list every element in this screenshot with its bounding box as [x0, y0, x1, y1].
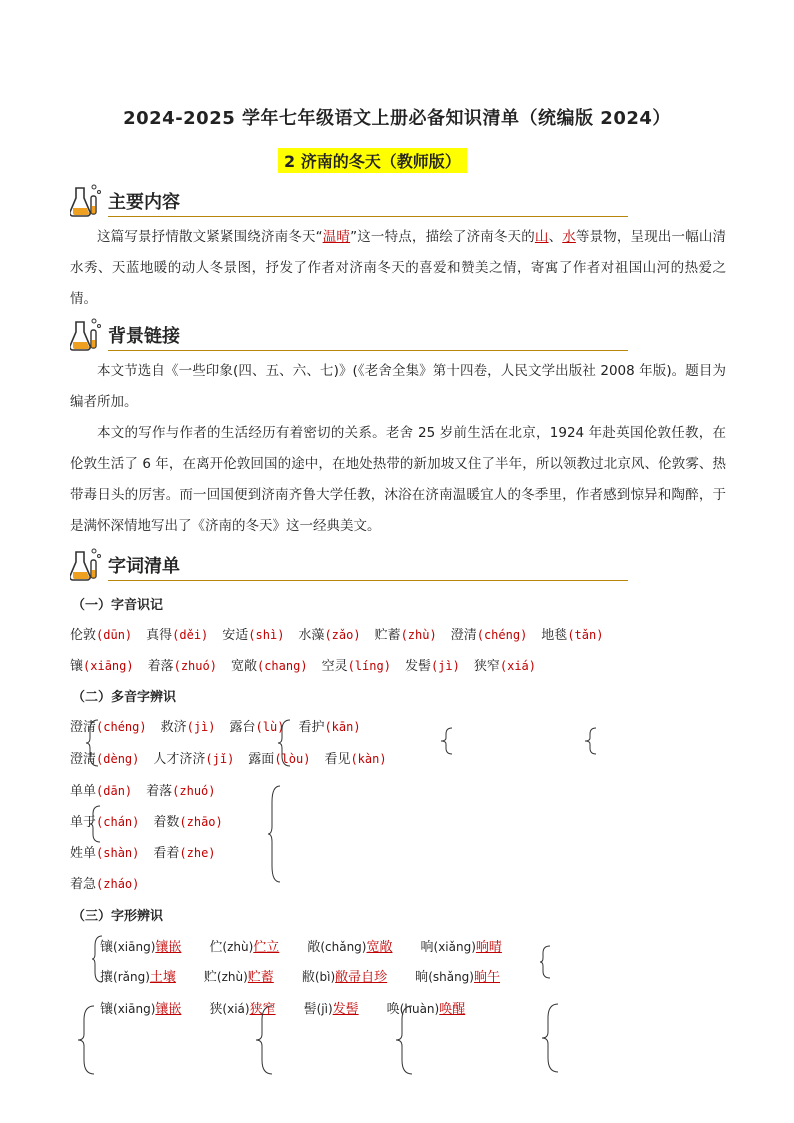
- word-entry: [70, 720, 147, 735]
- pinyin: (rǎng): [113, 970, 150, 984]
- word-text: 镶: [70, 659, 84, 674]
- pinyin: (kān): [324, 720, 361, 734]
- pinyin: (shì): [248, 628, 285, 642]
- word-text: 着急: [70, 877, 97, 892]
- word-text: 地毯: [541, 628, 568, 643]
- word-entry: [70, 815, 139, 830]
- word-entry: [298, 720, 360, 735]
- flask-icon: [70, 316, 104, 352]
- brace-decoration: [538, 944, 552, 980]
- pinyin: (chéng): [476, 628, 528, 642]
- pinyin: (lòu): [274, 752, 311, 766]
- pinyin: (zhāo): [179, 815, 223, 829]
- section-title-words: 字词清单: [108, 556, 180, 577]
- pinyin: (jì): [316, 1002, 333, 1016]
- glyph-char: 敝: [301, 970, 315, 985]
- section-header-words: [70, 546, 630, 582]
- word-entry: [146, 628, 208, 643]
- pinyin: (zhuó): [173, 659, 217, 673]
- pinyin: (dūn): [96, 628, 133, 642]
- word-entry: [474, 659, 536, 674]
- pinyin: (xiāng): [113, 1002, 156, 1016]
- subsection-polyphone: （二）多音字辨识: [72, 690, 177, 705]
- highlight-wenqing: 温晴: [322, 229, 351, 245]
- word-entry: [153, 846, 215, 861]
- word-text: 宽敞: [230, 659, 257, 674]
- pinyin: (zháo): [96, 877, 140, 891]
- brace-decoration: [582, 726, 598, 756]
- background-paragraph-1: 本文节选自《一些印象(四、五、六、七)》(《老舍全集》第十四卷，人民文学出版社 2008 年版)。题目为编者所加。: [70, 363, 726, 410]
- word-entry: [222, 628, 284, 643]
- poly-row: [70, 780, 230, 799]
- brace-decoration: [540, 1002, 560, 1074]
- word-entry: [541, 628, 603, 643]
- word-entry: [70, 659, 134, 674]
- pron-row: [70, 655, 550, 674]
- pinyin: (huàn): [399, 1002, 440, 1016]
- pinyin: (chang): [256, 659, 308, 673]
- glyph-char: 镶: [100, 1002, 114, 1017]
- word-text: 贮蓄: [374, 628, 401, 643]
- document-title: 2024-2025 学年七年级语文上册必备知识清单（统编版 2024）: [123, 108, 671, 129]
- brace-decoration: [76, 1004, 96, 1076]
- lesson-subtitle: 2 济南的冬天（教师版）: [278, 148, 467, 173]
- brace-decoration: [394, 1004, 414, 1076]
- brace-decoration: [84, 718, 100, 768]
- pinyin: (xiá): [499, 659, 536, 673]
- word-text: 水藻: [298, 628, 325, 643]
- glyph-char: 攘: [100, 970, 114, 985]
- glyph-char: 伫: [209, 940, 223, 955]
- word-entry: [405, 659, 460, 674]
- section-header-main: [70, 182, 630, 218]
- word-text: 伦敦: [70, 628, 97, 643]
- pinyin: (chǎng): [320, 940, 367, 954]
- poly-row: [70, 873, 153, 892]
- pinyin: (xiǎng): [433, 940, 476, 954]
- glyph-word: 发髻: [332, 1002, 359, 1017]
- section-divider: [108, 350, 628, 351]
- glyph-word: 宽敞: [366, 940, 393, 955]
- word-text: 着落: [147, 659, 174, 674]
- word-entry: [70, 784, 132, 799]
- glyph-word: 镶嵌: [155, 1002, 182, 1017]
- word-text: 着数: [153, 815, 180, 830]
- word-text: 着落: [146, 784, 173, 799]
- pinyin: (xiāng): [83, 659, 134, 673]
- word-entry: [161, 720, 216, 735]
- glyph-char: 唤: [386, 1002, 400, 1017]
- pinyin: (zhù): [400, 628, 437, 642]
- glyph-word: 响晴: [475, 940, 502, 955]
- pinyin: (dèng): [96, 752, 140, 766]
- brace-decoration: [276, 718, 292, 768]
- pron-row: [70, 624, 617, 643]
- word-text: 澄清: [450, 628, 477, 643]
- pinyin: (zhe): [179, 846, 216, 860]
- pinyin: (jì): [186, 720, 216, 734]
- word-text: 露面: [248, 752, 275, 767]
- poly-row: [70, 748, 401, 767]
- glyph-entry: [307, 940, 392, 955]
- glyph-char: 镶: [100, 940, 114, 955]
- glyph-entry: [204, 970, 274, 985]
- shape-row: [100, 998, 493, 1017]
- brace-decoration: [88, 804, 102, 844]
- word-text: 救济: [160, 720, 187, 735]
- word-text: 发髻: [404, 659, 431, 674]
- pinyin: (kàn): [350, 752, 387, 766]
- word-text: 姓单: [70, 846, 97, 861]
- highlight-shan: 山: [534, 229, 549, 245]
- brace-decoration: [266, 784, 282, 884]
- glyph-entry: [100, 970, 176, 985]
- shape-row: [100, 936, 530, 955]
- section-divider: [108, 580, 628, 581]
- glyph-word: 土壤: [149, 970, 176, 985]
- pinyin: (chéng): [96, 720, 147, 734]
- glyph-char: 贮: [203, 970, 217, 985]
- poly-row: [70, 716, 375, 735]
- glyph-word: 敝帚自珍: [335, 970, 388, 985]
- word-entry: [70, 846, 139, 861]
- word-text: 单单: [70, 784, 97, 799]
- pinyin: (zhù): [222, 940, 254, 954]
- word-entry: [324, 752, 386, 767]
- poly-row: [70, 842, 230, 861]
- glyph-word: 伫立: [253, 940, 280, 955]
- word-entry: [153, 752, 234, 767]
- word-entry: [322, 659, 391, 674]
- glyph-char: 敞: [307, 940, 321, 955]
- brace-decoration: [90, 934, 104, 984]
- pinyin: (shàn): [96, 846, 140, 860]
- section-title-background: 背景链接: [108, 326, 180, 347]
- glyph-word: 镶嵌: [155, 940, 182, 955]
- pinyin: (chán): [96, 815, 140, 829]
- pinyin: (zhù): [216, 970, 248, 984]
- pinyin: (lù): [255, 720, 285, 734]
- glyph-char: 狭: [209, 1002, 223, 1017]
- word-text: 看着: [153, 846, 180, 861]
- pinyin: (zǎo): [324, 628, 361, 642]
- pinyin: (jì): [430, 659, 460, 673]
- word-text: 澄清: [70, 752, 97, 767]
- background-paragraph-2: 本文的写作与作者的生活经历有着密切的关系。老舍 25 岁前生活在北京，1924 年赴英国伦敦任教，在伦敦生活了 6 年，在离开伦敦回国的途中，在地处热带的新加坡又住了半年，所以领教过北京风、伦敦雾、热带毒日头的厉害。而一回国便到济南齐鲁大学任教，沐浴在济南温暖宜人的冬季里，作者感到惊异和陶醉，于是满怀深情地写出了《济南的冬天》这一经典美文。: [70, 425, 726, 534]
- word-entry: [231, 659, 308, 674]
- glyph-char: 髻: [303, 1002, 317, 1017]
- glyph-entry: [209, 940, 279, 955]
- shape-row: [100, 966, 528, 985]
- glyph-word: 唤醒: [439, 1002, 466, 1017]
- glyph-entry: [100, 1002, 181, 1017]
- word-entry: [146, 784, 215, 799]
- brace-decoration: [254, 1004, 274, 1076]
- pinyin: (tǎn): [567, 628, 604, 642]
- glyph-entry: [100, 940, 181, 955]
- word-entry: [70, 752, 139, 767]
- glyph-word: 贮蓄: [247, 970, 274, 985]
- pinyin: (líng): [347, 659, 391, 673]
- subsection-pronunciation: （一）字音识记: [72, 598, 164, 613]
- glyph-char: 晌: [415, 970, 429, 985]
- highlight-shui: 水: [562, 229, 576, 245]
- pinyin: (bì): [314, 970, 336, 984]
- section-title-main: 主要内容: [108, 192, 180, 213]
- word-text: 人才济济: [153, 752, 206, 767]
- flask-icon: [70, 182, 104, 218]
- word-entry: [70, 877, 139, 892]
- pinyin: (dān): [96, 784, 133, 798]
- glyph-char: 响: [420, 940, 434, 955]
- word-text: 真得: [146, 628, 173, 643]
- subsection-glyph: （三）字形辨识: [72, 909, 164, 924]
- glyph-entry: [302, 970, 387, 985]
- word-text: 露台: [229, 720, 256, 735]
- word-text: 单于: [70, 815, 97, 830]
- word-entry: [375, 628, 437, 643]
- word-text: 看护: [298, 720, 325, 735]
- pinyin: (xiāng): [113, 940, 156, 954]
- word-text: 狭窄: [473, 659, 500, 674]
- section-divider: [108, 216, 628, 217]
- word-text: 看见: [324, 752, 351, 767]
- glyph-entry: [421, 940, 502, 955]
- pinyin: (děi): [172, 628, 209, 642]
- word-text: 安适: [222, 628, 249, 643]
- word-entry: [70, 628, 132, 643]
- main-content-paragraph: 这篇写景抒情散文紧紧围绕济南冬天“温晴”这一特点，描绘了济南冬天的山、水等景物，呈现出一幅山清水秀、天蓝地暖的动人冬景图，抒发了作者对济南冬天的喜爱和赞美之情，寄寓了作者对祖国山河的热爱之情。: [70, 229, 727, 307]
- glyph-word: 狭窄: [249, 1002, 276, 1017]
- glyph-entry: [415, 970, 500, 985]
- glyph-entry: [304, 1002, 359, 1017]
- word-text: 空灵: [321, 659, 348, 674]
- glyph-word: 晌午: [473, 970, 500, 985]
- flask-icon: [70, 546, 104, 582]
- word-entry: [298, 628, 360, 643]
- word-entry: [148, 659, 217, 674]
- pinyin: (jǐ): [205, 752, 235, 766]
- brace-decoration: [438, 726, 454, 756]
- pinyin: (xiá): [222, 1002, 250, 1016]
- pinyin: (zhuó): [172, 784, 216, 798]
- pinyin: (shǎng): [428, 970, 474, 984]
- word-entry: [153, 815, 222, 830]
- section-header-background: [70, 316, 630, 352]
- word-entry: [451, 628, 528, 643]
- word-text: 澄清: [70, 720, 97, 735]
